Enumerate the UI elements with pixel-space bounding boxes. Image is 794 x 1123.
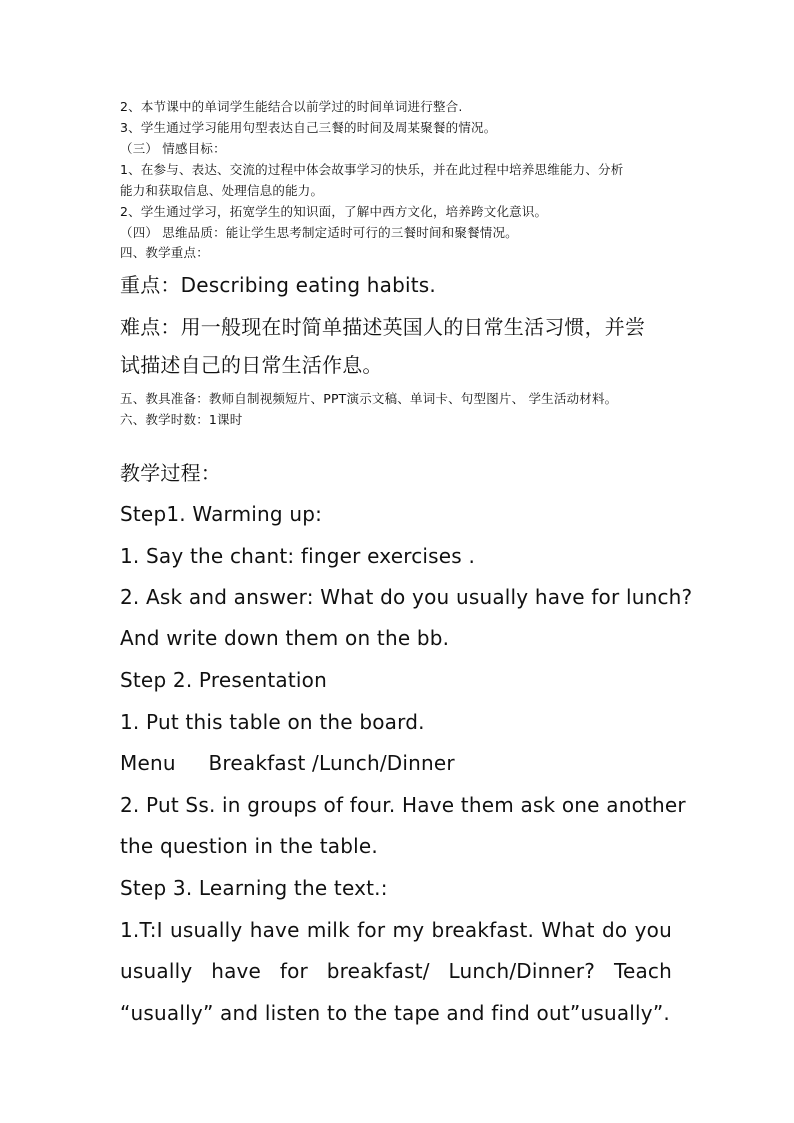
difficulty-line-2: 试描述自己的日常生活作息。 — [120, 353, 383, 377]
step2-title: Step 2. Presentation — [120, 668, 327, 692]
step1-item-1: 1. Say the chant: finger exercises . — [120, 544, 476, 568]
teaching-materials: 五、教具准备：教师自制视频短片、PPT演示文稿、单词卡、句型图片、 学生活动材料。 — [120, 391, 618, 406]
difficulty-line-1: 难点：用一般现在时简单描述英国人的日常生活习惯，并尝 — [120, 315, 646, 339]
step1-title: Step1. Warming up: — [120, 502, 323, 526]
emotion-goals-heading: （三） 情感目标： — [120, 141, 226, 156]
step3-title: Step 3. Learning the text.: — [120, 876, 388, 900]
emotion-goal-item-1-line-2: 能力和获取信息、处理信息的能力。 — [120, 183, 324, 198]
objective-item-3: 3、学生通过学习能用句型表达自己三餐的时间及周某聚餐的情况。 — [120, 120, 497, 135]
objective-item-2: 2、本节课中的单词学生能结合以前学过的时间单词进行整合. — [120, 99, 463, 114]
step1-item-2-line-1: 2. Ask and answer: What do you usually have for lunch? — [120, 585, 693, 609]
emotion-goal-item-2: 2、学生通过学习，拓宽学生的知识面，了解中西方文化，培养跨文化意识。 — [120, 204, 548, 219]
step3-item-1-line-3: “usually” and listen to the tape and find out”usually”. — [120, 1001, 670, 1025]
step2-item-1: 1. Put this table on the board. — [120, 710, 425, 734]
key-point: 重点：Describing eating habits. — [120, 273, 436, 297]
process-heading: 教学过程： — [120, 461, 221, 485]
step2-menu: Menu Breakfast /Lunch/Dinner — [120, 751, 455, 775]
thinking-quality: （四） 思维品质：能让学生思考制定适时可行的三餐时间和聚餐情况。 — [120, 225, 518, 240]
step3-item-1-line-2: usually have for breakfast/ Lunch/Dinner? Teach — [120, 959, 672, 983]
step1-item-2-line-2: And write down them on the bb. — [120, 626, 450, 650]
step2-item-2-line-2: the question in the table. — [120, 834, 378, 858]
step2-item-2-line-1: 2. Put Ss. in groups of four. Have them ask one another — [120, 793, 686, 817]
class-periods: 六、教学时数：1课时 — [120, 412, 243, 427]
step3-item-1-line-1: 1.T:I usually have milk for my breakfast. What do you — [120, 918, 672, 942]
emotion-goal-item-1-line-1: 1、在参与、表达、交流的过程中体会故事学习的快乐，并在此过程中培养思维能力、分析 — [120, 162, 624, 177]
key-points-heading: 四、教学重点： — [120, 245, 209, 260]
